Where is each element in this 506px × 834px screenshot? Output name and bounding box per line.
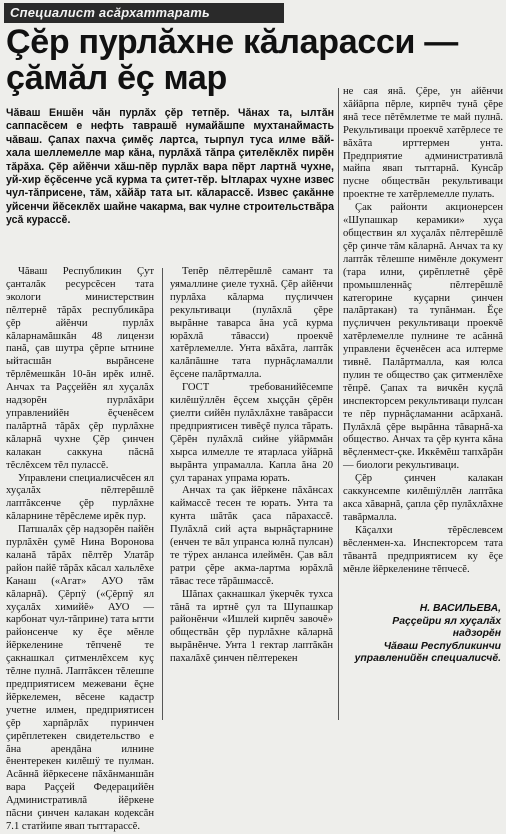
author-signature (343, 603, 501, 666)
paragraph: Тепĕр пĕлтерĕшлĕ самант та уямаллине çиеле тухнă. Çĕр айĕнчи пурлăха кăларма пуçличчен рекультиваци (пулăхлă çĕре вырăнне таварса ăна усă курма юрăхлă тăвасси) проекчĕ хатĕрлемелле. Унта вăхăта, лаптăк калăпăшне тата пурнăçламалли ĕçсене палăртмалла. (170, 266, 333, 381)
article-headline: Çĕр пурлăхне кăларасси — çăмăл ĕç мар (6, 23, 458, 97)
article-column-1 (6, 266, 154, 832)
paragraph: Шăпах çакнашкал ÿкерчĕк тухса тăнă та иртнĕ çул та Шупашкар районĕнчи «Ишлей кирпĕч завочĕ» обществăн çĕр пурлăхне кăларнă вырăнĕнче. Унта 1 гектар лаптăкăн пахалăхĕ çинчен пĕлтерекен (170, 588, 333, 665)
article-column-2 (170, 266, 333, 720)
paragraph: Управлени специалисчĕсен ял хуçалăх пĕлтерĕшлĕ лаптăксенче çĕр пурлăхне кăларнине тĕрĕслеме ирĕк пур. (6, 472, 154, 523)
article-column-3 (343, 86, 503, 600)
paragraph: ГОСТ требованийĕсемпе килĕшÿллĕн ĕçсем хыççăн çĕрĕн çиелти сийĕн пулăхлăхне тавăрасси предприятисен тивĕçĕ пулса тăрать. Çĕрĕн пулăхлă сийне уйăрммăн хырса илмелле те ятарласа уйăрнă вырăнта упрамалла. Капла ăна 20 çул таранах упрама юрать. (170, 382, 333, 484)
author-position: Чăваш Республикинчи управленийĕн специалисчĕ. (354, 640, 501, 665)
author-affiliation: Раççейри ял хуçалăх надзорĕн (392, 615, 501, 640)
paragraph: Кăçалхи тĕрĕслевсем вĕсленмен-ха. Инспекторсем тата тăвантă предприятисем ку ĕçе мĕнле йĕркеленине тĕпчесĕ. (343, 524, 503, 575)
author-name: Н. ВАСИЛЬЕВА, (419, 603, 501, 614)
paragraph: не сая янă. Çĕре, ун айĕнчи хăйăрпа пĕрле, кирпĕч тунă çĕре янă тесе пĕтĕмлетме те май пулнă. Рекультиваци проекчĕ хатĕрлесе те вăхăта ирттермен унта. Предприятие административлă майпа явап тыттарнă. Кунсăр пусне обществăн рекультиваци проектне те хатĕрлемелле пулать. (343, 86, 503, 201)
paragraph: Çак районти акционерсен «Шупашкар керамики» хуçа обществин ял хуçалăх пĕлтерĕшлĕ çĕр çинче тăм кăларнă. Анчах та ку лаптăк тĕлешпе нимĕнле документ (тара илни, çирĕплетнĕ çĕрĕ промышленнăç пĕлтерĕшлĕ категорине куçарни çинчен палăртакан) та тупăнман. Ĕçе пуçличчен рекультиваци проекчĕ хатĕрлемелле пулнине те асăннă управлени ĕçченĕсен аса илтерме тивнĕ. Палăртмалла, кая юлса пулин те общество çак çитменлĕхе тĕпрĕ. Çапах та вичкĕн куçлă инспекторсем рекультиваци пулсан те пĕр пурнăçламанни асăрханă. Пулăхлă çĕре вырăнна тăварнă-ха общество. Анчах та çĕр кунта кăна вĕçленмест-çке. Иккĕмĕш тапхăрăн — биологи рекультиваци. (343, 202, 503, 472)
column-divider (162, 268, 163, 720)
paragraph: Патшалăх çĕр надзорĕн пайĕн пурлăхĕн çумĕ Нина Воронова каланă тăрăх пĕлтĕр Улатăр район пайĕ тăрăх кăсал хальлĕхе Канаш («Агат» АУО тăм кăларнă). Çĕрпÿ («Çĕрпÿ ял хуçалăх химийĕ» АУО — карбонат чул-тăприне) тата ытти районсенче ку ĕçе мĕнле йĕркеленине тĕпченĕ те çакнашкал çитменлĕхсем куç тĕлне пулнă. Лаптăксен тĕлешпе предприятисем межевани ĕçне йĕркелемен, вĕсене кадастр учетне илмен, предприятисен çĕр харпăрлăх пуринчен çирĕплетекен свидетельство е ăна арендăна илнине ĕнентерекен килĕшÿ те пулман. Асăннă йĕркесене пăхăнманшăн вара Раççей Федерацийĕн Административлă йĕркене пăсни çинчен калакан кодексăн 7.1 статйипе явап тыттарассĕ. (6, 524, 154, 832)
article-lead (6, 107, 334, 228)
paragraph: Анчах та çак йĕркене пăхăнсах каймассĕ тесен те юрать. Унта та кунта шăтăк çаса пăрахассĕ. Пулăхлă сий аçта вырнăçтарнине (енчен те вăл упранса юлнă пулсан) те тÿрех анланса илеймĕн. Çав вăл ратри çĕре акма-лартма юрăхлă тăвас тесе тăрăшмассĕ. (170, 485, 333, 587)
lead-paragraph: Чăваш Еншĕн чăн пурлăх çĕр тетпĕр. Чăнах та, ылтăн саппасĕсем е нефть таврашĕ нумайăшпе мухтанаймасть чăваш. Çапах пахча çимĕç лартса, тырпул туса илме вăй-хала шеллемелле мар кăна, пурлăхă тăпра çителĕклĕх пирĕн тăрăха. Çĕр айĕнчи хăш-пĕр пурлăх вара пĕрт лартнă чухне, уй-хир ĕçĕсенче усă курма та çитет-тĕр. Ытларах чухне извес чул-тăприсене, тăм, хăйăр тата ыт. кăларассĕ. Извес çакăнне уйсенчи йĕсеклĕх шайне чакарма, вак чулне строительствăра усă курассĕ. (6, 107, 334, 227)
paragraph: Çĕр çинчен калакан саккунсемпе килĕшÿллĕн лаптăка акса хăварнă, çапла çĕр пулăхлăхне тавăрмалла. (343, 473, 503, 523)
column-divider (338, 88, 339, 720)
paragraph: Чăваш Республикин Çут çанталăк ресурсĕсен тата экологи министерствин пĕлтернĕ тăрăх республикăра çĕр айĕнчи пурлăх кăларнамăшкăн 48 лицензи панă, çав шутра çĕрпе ытнине ыйтасшăн вырăнсене тĕрлĕмешкăн 10-ăн ирĕк илнĕ. Анчах та Раççейĕн ял хуçалăх надзорĕн пурлăхăри управленийĕн ĕçченĕсем палăртнă тăрăх çĕр пурлăхне кăларнă чухне Çĕр çинчен калакан саккуна пăснă тĕслĕхсем тĕл пулассĕ. (6, 266, 154, 471)
section-rubric: Специалист асăрхаттарать (4, 3, 284, 23)
